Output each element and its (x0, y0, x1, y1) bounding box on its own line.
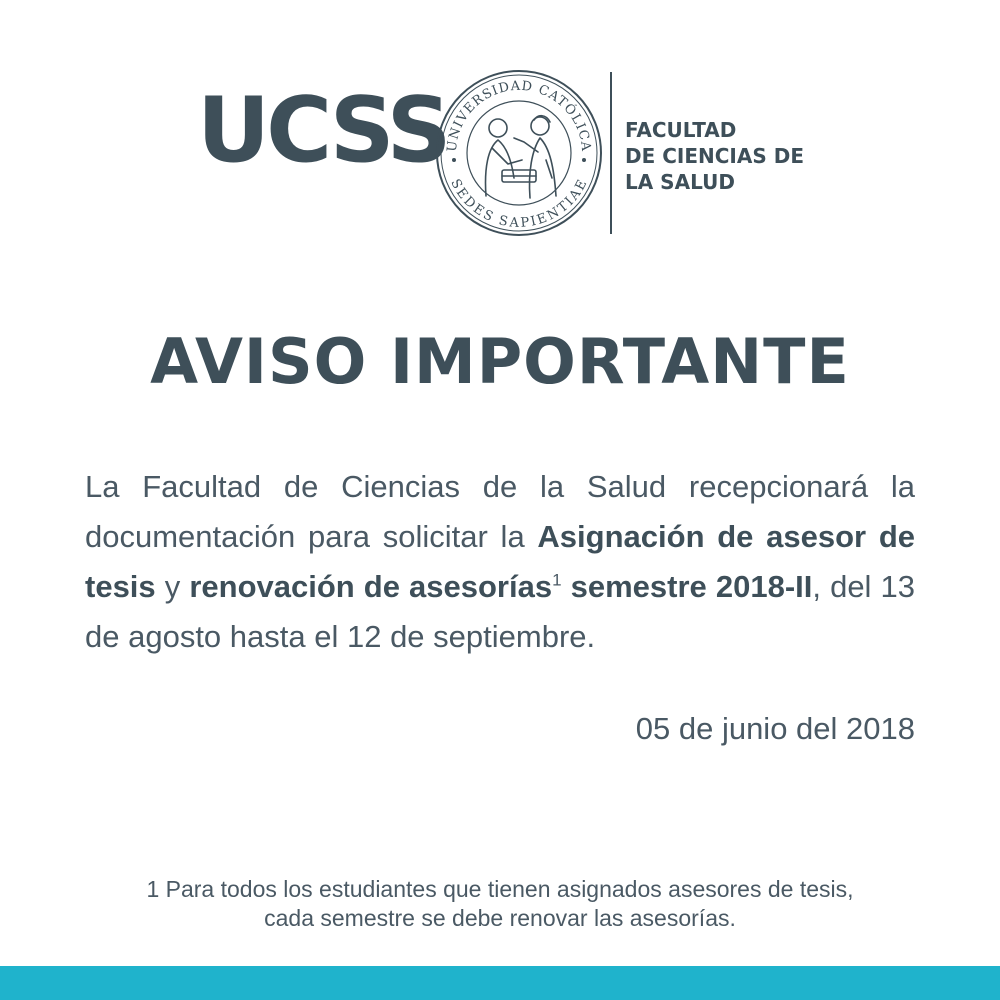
notice-bold-assignment: Asignación de asesor de tesis (85, 519, 916, 604)
header-divider (610, 72, 612, 234)
footnote (0, 875, 1000, 933)
university-seal-icon (434, 68, 604, 238)
ucss-logo-text: UCSS (197, 78, 448, 183)
faculty-name (625, 117, 804, 195)
notice-bold-renewal: renovación de asesorías (189, 569, 553, 604)
footnote-line-2: cada semestre se debe renovar las asesorías. (264, 905, 736, 931)
notice-title: AVISO IMPORTANTE (150, 325, 850, 398)
notice-bold-semester: semestre 2018-II (570, 569, 813, 604)
bottom-accent-bar (0, 966, 1000, 1000)
notice-text-3 (562, 569, 571, 604)
notice-date: 05 de junio del 2018 (635, 711, 915, 746)
seal-top-text: UNIVERSIDAD CATÓLICA (444, 78, 594, 153)
notice-text-2: y (155, 569, 190, 604)
notice-body (85, 462, 915, 662)
svg-text:SEDES SAPIENTIAE (447, 177, 590, 231)
footnote-line-1: 1 Para todos los estudiantes que tienen asignados asesores de tesis, (146, 876, 854, 902)
notice-text-4: , del 13 de agosto hasta el 12 de septiembre. (85, 569, 915, 654)
seal-bottom-text: SEDES SAPIENTIAE (447, 176, 591, 231)
notice-text-1: La Facultad de Ciencias de la Salud recepcionará la documentación para solicitar la (85, 469, 915, 554)
faculty-line-3: LA SALUD (625, 170, 735, 194)
faculty-line-2: DE CIENCIAS DE (625, 144, 804, 168)
footnote-marker: 1 (552, 570, 562, 590)
faculty-line-1: FACULTAD (625, 118, 737, 142)
